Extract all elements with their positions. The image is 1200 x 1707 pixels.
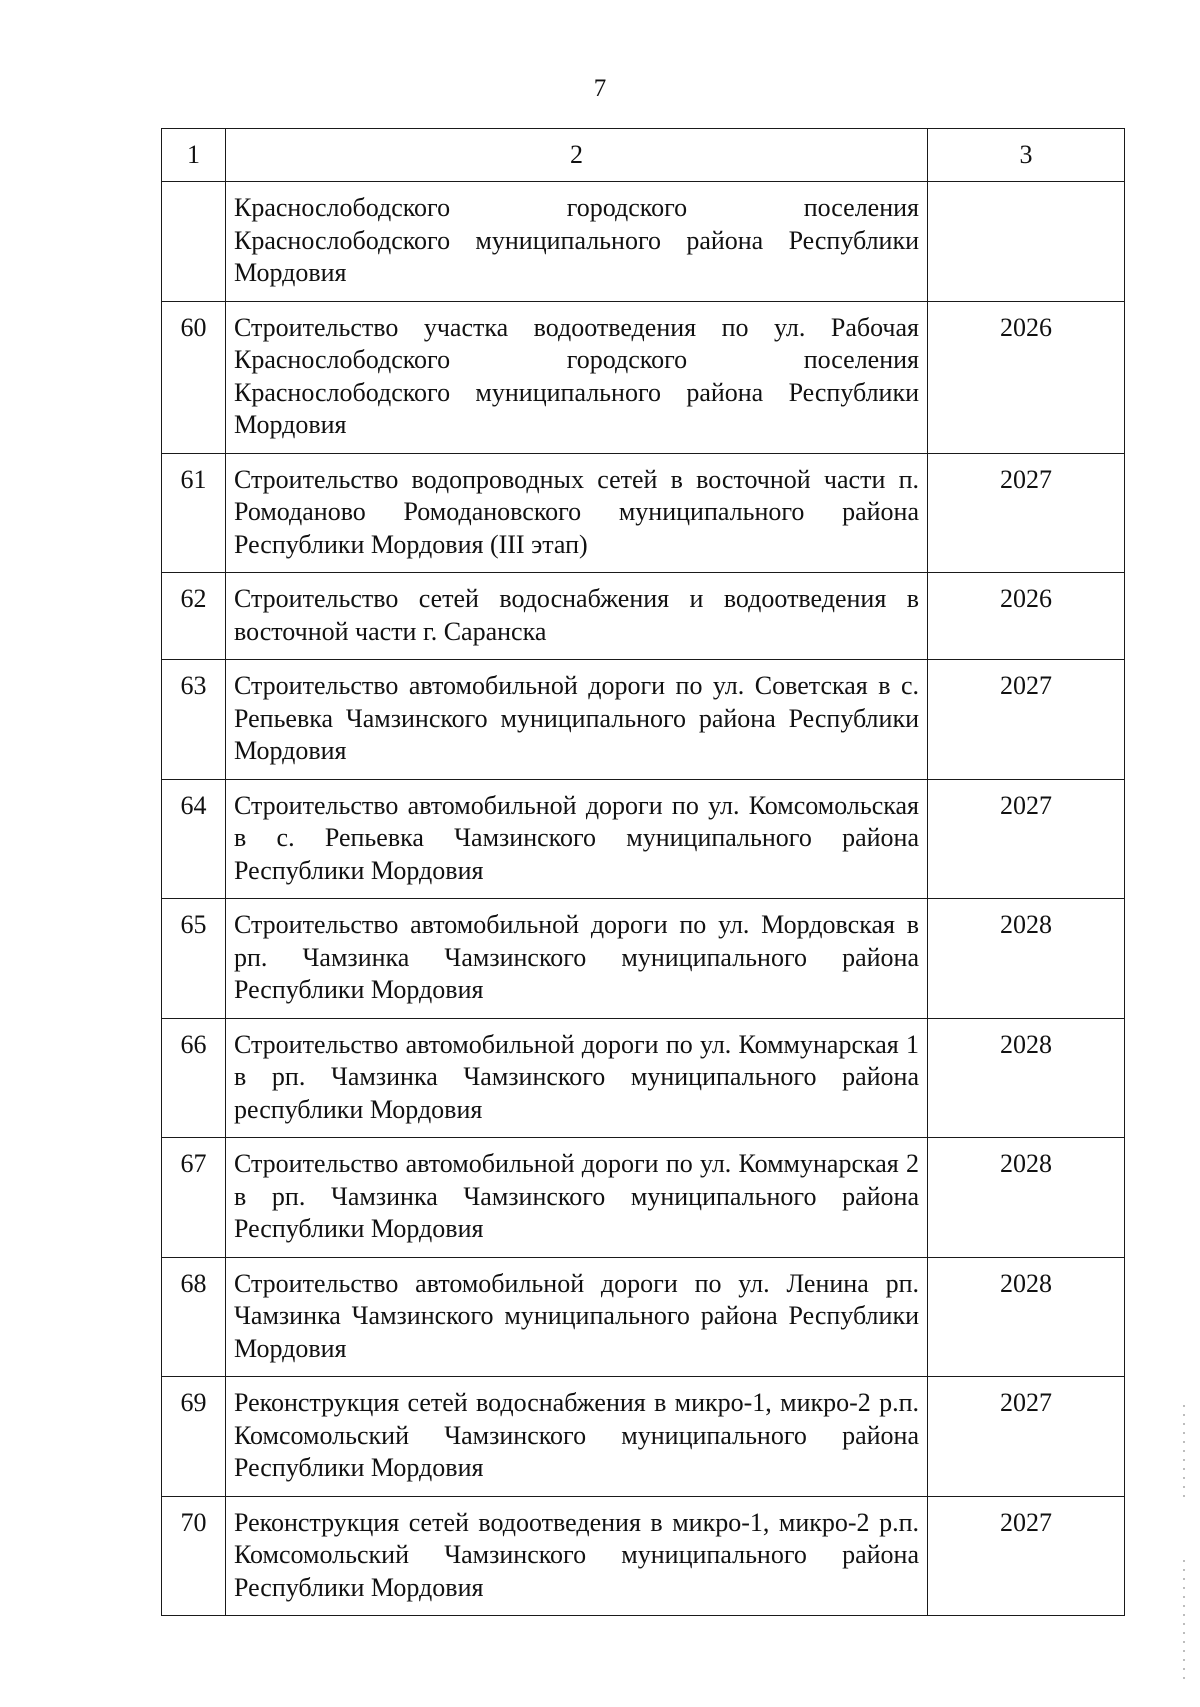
table-row <box>162 1496 1125 1616</box>
row-description: Строительство автомобильной дороги по ул. Мордовская в рп. Чамзинка Чамзинского муниципального района Республики Мордовия <box>226 899 928 1019</box>
row-year: 2026 <box>928 573 1125 660</box>
table-row <box>162 1377 1125 1497</box>
row-year: 2027 <box>928 1377 1125 1497</box>
row-year: 2026 <box>928 301 1125 453</box>
projects-table <box>161 128 1125 1616</box>
scan-edge-mark <box>1183 1560 1185 1680</box>
row-year: 2027 <box>928 779 1125 899</box>
row-description: Строительство автомобильной дороги по ул. Коммунарская 2 в рп. Чамзинка Чамзинского муниципального района Республики Мордовия <box>226 1138 928 1258</box>
table-row <box>162 779 1125 899</box>
row-number: 64 <box>162 779 226 899</box>
table-row <box>162 182 1125 302</box>
row-number: 68 <box>162 1257 226 1377</box>
row-number: 70 <box>162 1496 226 1616</box>
page-number: 7 <box>593 75 607 102</box>
row-description: Строительство водопроводных сетей в восточной части п. Ромоданово Ромодановского муниципального района Республики Мордовия (III этап) <box>226 453 928 573</box>
table-row <box>162 453 1125 573</box>
row-year: 2028 <box>928 1138 1125 1258</box>
row-number: 67 <box>162 1138 226 1258</box>
row-number: 66 <box>162 1018 226 1138</box>
table-row <box>162 301 1125 453</box>
row-year: 2027 <box>928 1496 1125 1616</box>
row-year: 2027 <box>928 453 1125 573</box>
table-row <box>162 1018 1125 1138</box>
column-year-header: 3 <box>928 129 1125 182</box>
row-description: Строительство автомобильной дороги по ул. Советская в с. Репьевка Чамзинского муниципального района Республики Мордовия <box>226 660 928 780</box>
row-description: Строительство автомобильной дороги по ул. Комсомольская в с. Репьевка Чамзинского муниципального района Республики Мордовия <box>226 779 928 899</box>
column-number-header: 1 <box>162 129 226 182</box>
table-row <box>162 660 1125 780</box>
row-description: Строительство автомобильной дороги по ул. Коммунарская 1 в рп. Чамзинка Чамзинского муниципального района республики Мордовия <box>226 1018 928 1138</box>
row-year: 2027 <box>928 660 1125 780</box>
row-year: 2028 <box>928 1018 1125 1138</box>
row-year: 2028 <box>928 1257 1125 1377</box>
row-description: Реконструкция сетей водоснабжения в микро-1, микро-2 р.п. Комсомольский Чамзинского муниципального района Республики Мордовия <box>226 1377 928 1497</box>
column-description-header: 2 <box>226 129 928 182</box>
table-row <box>162 1257 1125 1377</box>
row-number: 60 <box>162 301 226 453</box>
row-description: Реконструкция сетей водоотведения в микро-1, микро-2 р.п. Комсомольский Чамзинского муниципального района Республики Мордовия <box>226 1496 928 1616</box>
row-description: Краснослободского городского поселения Краснослободского муниципального района Республики Мордовия <box>226 182 928 302</box>
table-row <box>162 573 1125 660</box>
row-year <box>928 182 1125 302</box>
row-number: 65 <box>162 899 226 1019</box>
table-header-row <box>162 129 1125 182</box>
row-number: 62 <box>162 573 226 660</box>
row-number: 63 <box>162 660 226 780</box>
row-number: 61 <box>162 453 226 573</box>
table-row <box>162 1138 1125 1258</box>
row-year: 2028 <box>928 899 1125 1019</box>
table-row <box>162 899 1125 1019</box>
row-description: Строительство участка водоотведения по ул. Рабочая Краснослободского городского поселения Краснослободского муниципального района Республики Мордовия <box>226 301 928 453</box>
row-number <box>162 182 226 302</box>
row-description: Строительство сетей водоснабжения и водоотведения в восточной части г. Саранска <box>226 573 928 660</box>
row-number: 69 <box>162 1377 226 1497</box>
scan-edge-mark <box>1183 1405 1185 1500</box>
row-description: Строительство автомобильной дороги по ул. Ленина рп. Чамзинка Чамзинского муниципального района Республики Мордовия <box>226 1257 928 1377</box>
